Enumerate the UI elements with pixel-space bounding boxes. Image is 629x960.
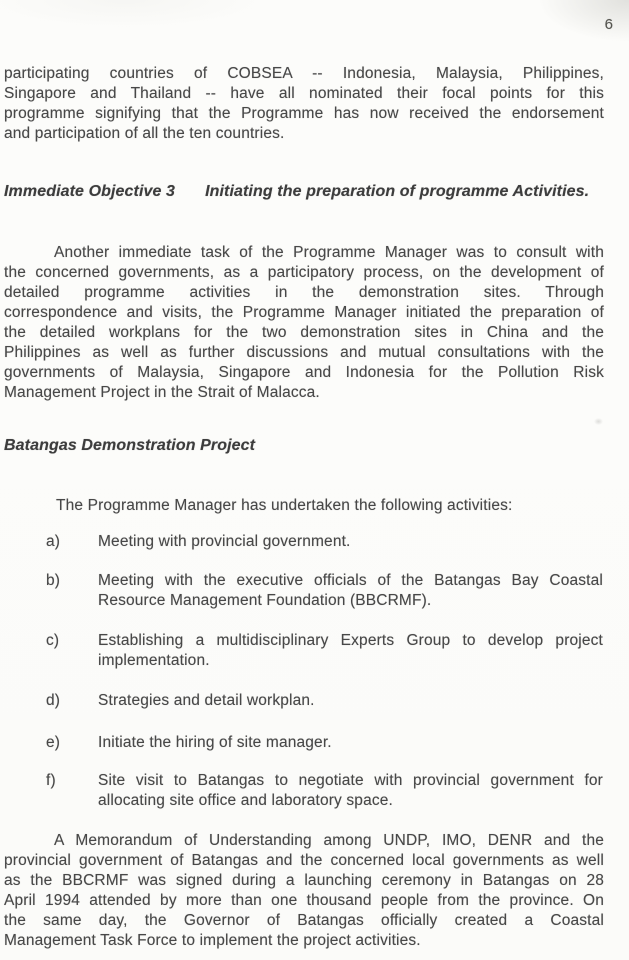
text-line: Singapore and Thailand -- have all nominated their focal points for this bbox=[4, 85, 604, 102]
paragraph-memorandum-of-understanding bbox=[4, 831, 604, 951]
list-item-text bbox=[98, 733, 603, 753]
text-line: Another immediate task of the Programme Manager was to consult with bbox=[54, 244, 604, 261]
list-letter: d) bbox=[46, 692, 61, 709]
text-line: programme signifying that the Programme has now received the endorsement bbox=[4, 105, 604, 122]
list-letter: b) bbox=[46, 572, 61, 589]
list-letter: c) bbox=[46, 632, 60, 649]
text-line: the same day, the Governor of Batangas officially created a Coastal bbox=[4, 912, 604, 929]
page-content bbox=[4, 0, 604, 960]
list-item-c bbox=[46, 631, 603, 671]
text-line: and participation of all the ten countries. bbox=[4, 125, 285, 142]
list-letter: f) bbox=[46, 772, 56, 789]
list-intro-line: The Programme Manager has undertaken the following activities: bbox=[56, 497, 513, 514]
paragraph-cobsea-countries bbox=[4, 64, 604, 144]
text-line: implementation. bbox=[98, 652, 210, 669]
list-item-text bbox=[98, 631, 603, 671]
list-item-text bbox=[98, 771, 603, 811]
paragraph-programme-manager-consult bbox=[4, 243, 604, 403]
text-line: Initiate the hiring of site manager. bbox=[98, 734, 332, 751]
list-item-b bbox=[46, 571, 603, 611]
heading-batangas-demonstration-project: Batangas Demonstration Project bbox=[4, 437, 256, 454]
list-item-text bbox=[98, 532, 603, 552]
list-item-d bbox=[46, 691, 603, 711]
text-line: April 1994 attended by more than one thousand people from the province. On bbox=[4, 892, 604, 909]
text-line: Meeting with provincial government. bbox=[98, 533, 351, 550]
list-item-a bbox=[46, 532, 603, 552]
text-line: Philippines as well as further discussions and mutual consultations with the bbox=[4, 344, 604, 361]
list-item-text bbox=[98, 691, 603, 711]
heading-objective-number: Immediate Objective 3 bbox=[4, 183, 176, 200]
list-item-f bbox=[46, 771, 603, 811]
text-line: Site visit to Batangas to negotiate with provincial government for bbox=[98, 772, 603, 789]
list-item-e bbox=[46, 733, 603, 753]
text-line: participating countries of COBSEA -- Indonesia, Malaysia, Philippines, bbox=[4, 65, 604, 82]
text-line: Resource Management Foundation (BBCRMF). bbox=[98, 592, 432, 609]
text-line: allocating site office and laboratory space. bbox=[98, 792, 393, 809]
text-line: Management Task Force to implement the project activities. bbox=[4, 932, 421, 949]
text-line: detailed programme activities in the demonstration sites. Through bbox=[4, 284, 604, 301]
text-line: provincial government of Batangas and the concerned local governments as well bbox=[4, 852, 604, 869]
heading-objective-title: Initiating the preparation of programme Activities. bbox=[205, 183, 590, 200]
text-line: the concerned governments, as a participatory process, on the development of bbox=[4, 264, 604, 281]
text-line: correspondence and visits, the Programme Manager initiated the preparation of bbox=[4, 304, 604, 321]
list-item-text bbox=[98, 571, 603, 611]
text-line: Strategies and detail workplan. bbox=[98, 692, 315, 709]
text-line: the detailed workplans for the two demonstration sites in China and the bbox=[4, 324, 604, 341]
text-line: Management Project in the Strait of Malacca. bbox=[4, 384, 320, 401]
list-letter: a) bbox=[46, 533, 61, 550]
list-letter: e) bbox=[46, 734, 61, 751]
text-line: as the BBCRMF was signed during a launching ceremony in Batangas on 28 bbox=[4, 872, 604, 889]
page-number: 6 bbox=[604, 16, 613, 33]
text-line: governments of Malaysia, Singapore and Indonesia for the Pollution Risk bbox=[4, 364, 604, 381]
text-line: Establishing a multidisciplinary Experts Group to develop project bbox=[98, 632, 603, 649]
heading-immediate-objective-3 bbox=[4, 183, 612, 201]
text-line: Meeting with the executive officials of the Batangas Bay Coastal bbox=[98, 572, 603, 589]
text-line: A Memorandum of Understanding among UNDP, IMO, DENR and the bbox=[54, 832, 604, 849]
